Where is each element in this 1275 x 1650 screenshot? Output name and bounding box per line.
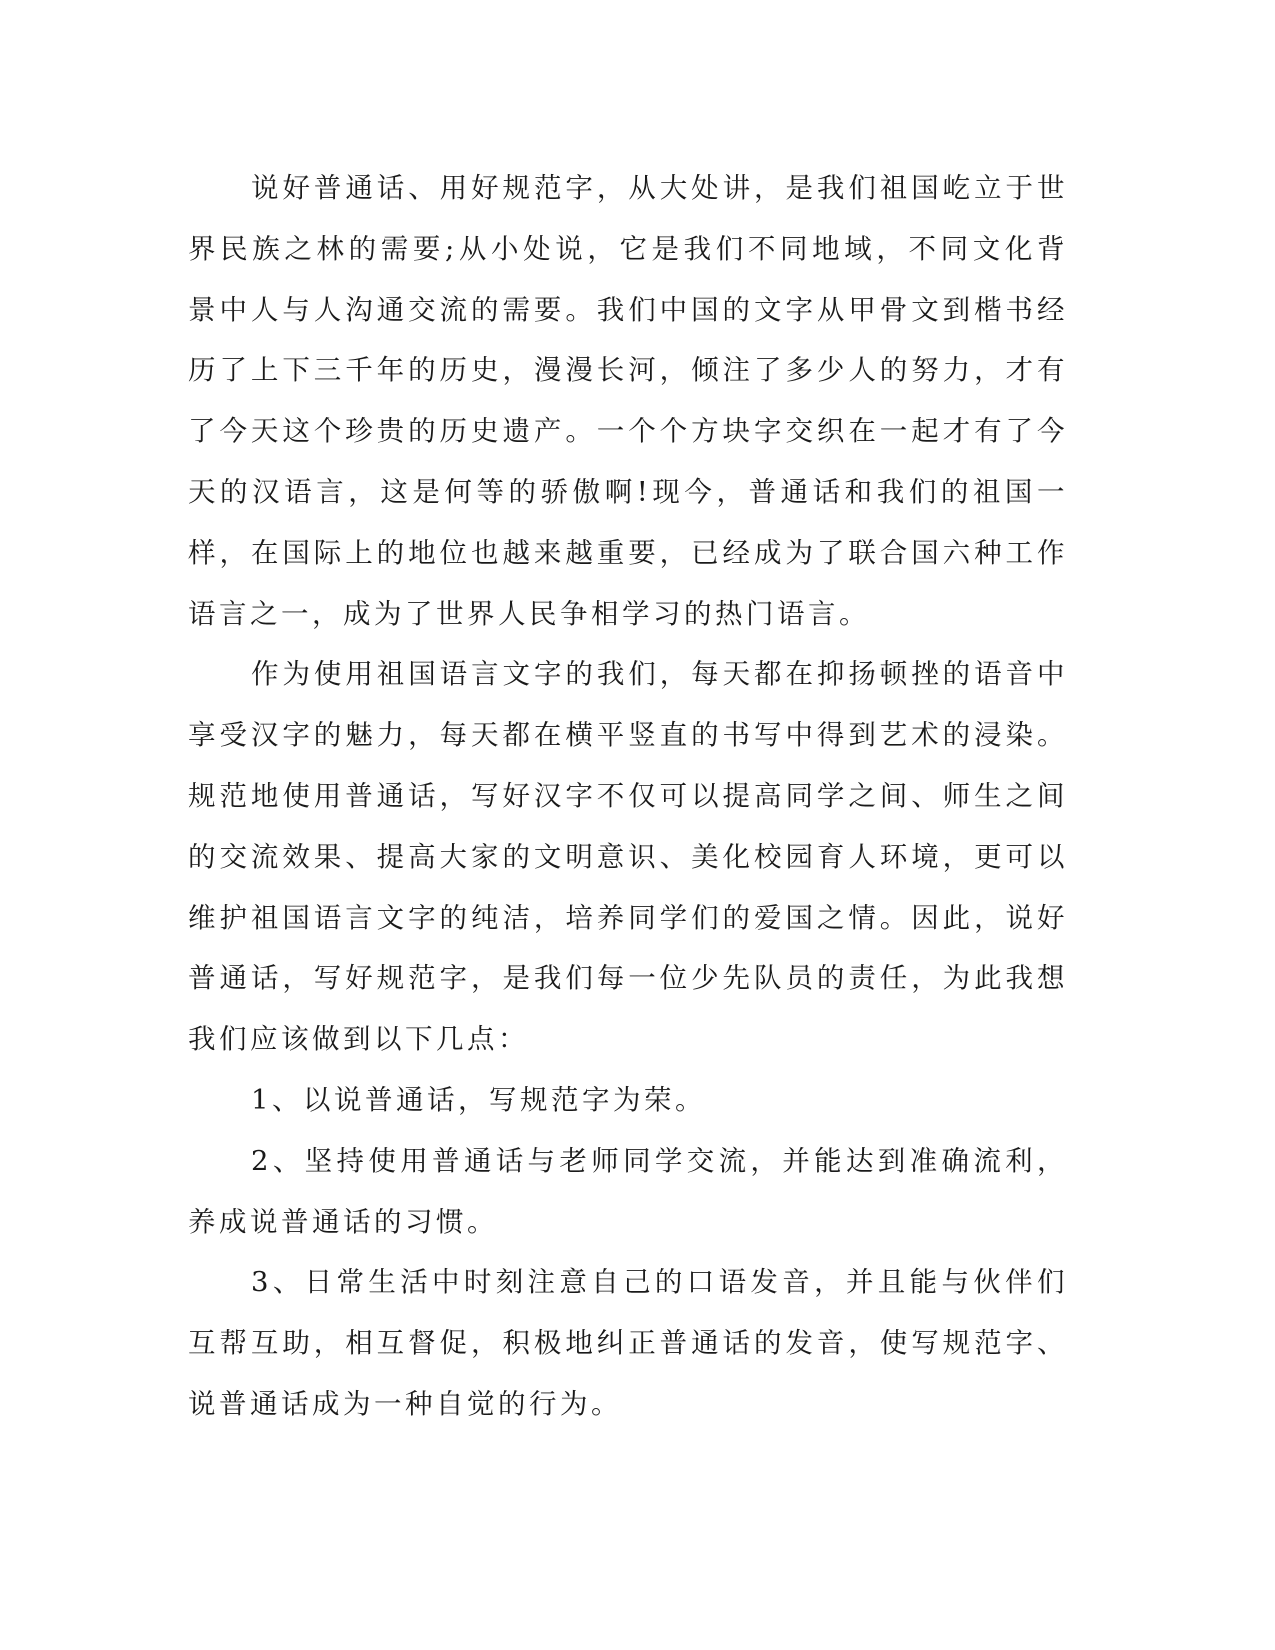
list-item-1: 1、以说普通话，写规范字为荣。 (251, 1083, 706, 1116)
list-item-2: 2、坚持使用普通话与老师同学交流，并能达到准确流利，养成说普通话的习惯。 (188, 1144, 1068, 1238)
document-body (188, 158, 1068, 1435)
list-item-3: 3、日常生活中时刻注意自己的口语发音，并且能与伙伴们互帮互助，相互督促，积极地纠正普通话的发音，使写规范字、说普通话成为一种自觉的行为。 (188, 1266, 1068, 1420)
paragraph-responsibility: 作为使用祖国语言文字的我们，每天都在抑扬顿挫的语音中享受汉字的魅力，每天都在横平竖直的书写中得到艺术的浸染。规范地使用普通话，写好汉字不仅可以提高同学之间、师生之间的交流效果、提高大家的文明意识、美化校园育人环境，更可以维护祖国语言文字的纯洁，培养同学们的爱国之情。因此，说好普通话，写好规范字，是我们每一位少先队员的责任，为此我想我们应该做到以下几点： (188, 658, 1068, 1056)
paragraph-intro: 说好普通话、用好规范字，从大处讲，是我们祖国屹立于世界民族之林的需要;从小处说，它是我们不同地域，不同文化背景中人与人沟通交流的需要。我们中国的文字从甲骨文到楷书经历了上下三千年的历史，漫漫长河，倾注了多少人的努力，才有了今天这个珍贵的历史遗产。一个个方块字交织在一起才有了今天的汉语言，这是何等的骄傲啊!现今，普通话和我们的祖国一样，在国际上的地位也越来越重要，已经成为了联合国六种工作语言之一，成为了世界人民争相学习的热门语言。 (188, 172, 1068, 630)
